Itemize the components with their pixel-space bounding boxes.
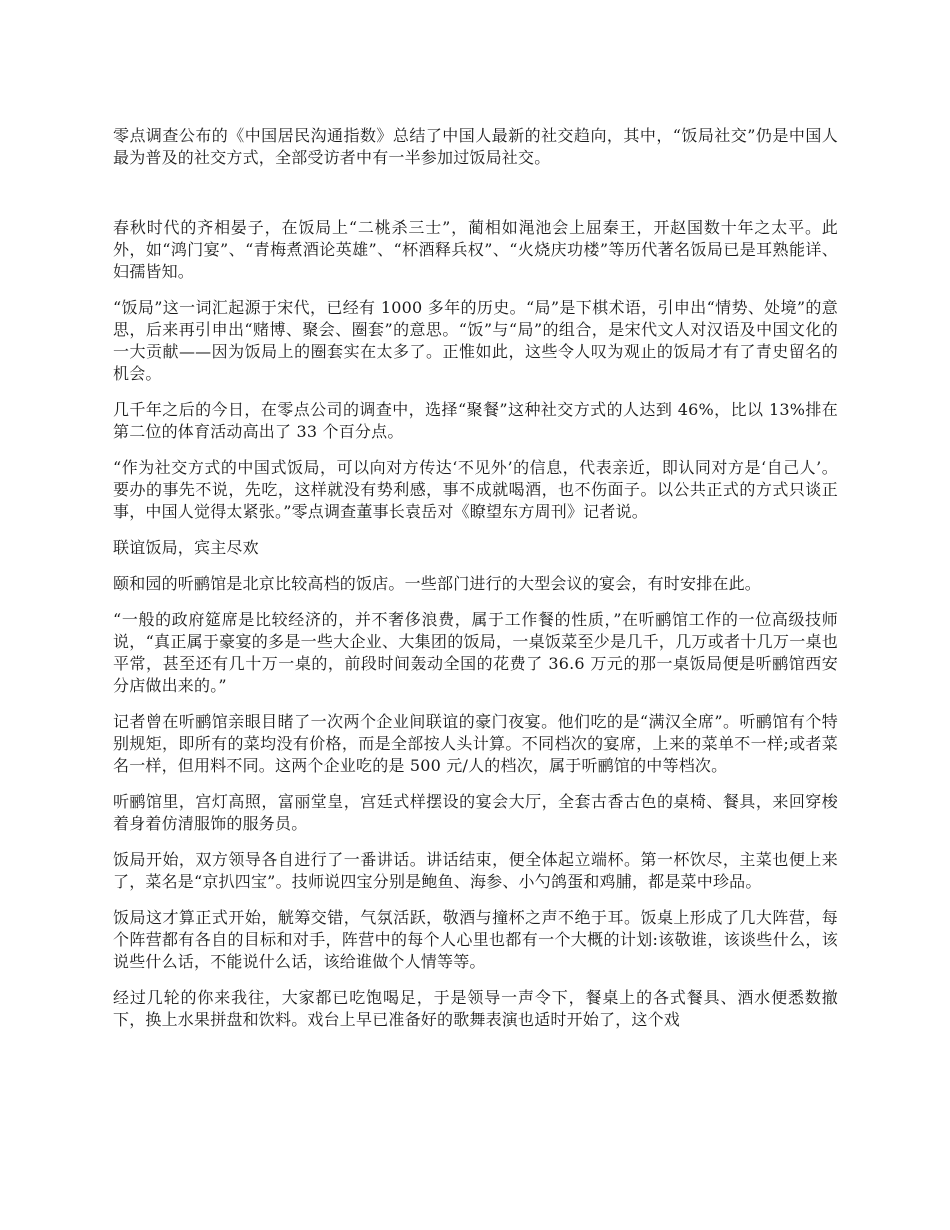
paragraph-performance: 经过几轮的你来我往，大家都已吃饱喝足，于是领导一声令下，餐桌上的各式餐具、酒水便悉数撤下，换上水果拼盘和饮料。戏台上早已准备好的歌舞表演也适时开始了，这个戏: [113, 988, 838, 1029]
paragraph-hall: 听鹂馆里，宫灯高照，富丽堂皇，宫廷式样摆设的宴会大厅，全套古香古色的桌椅、餐具，来回穿梭着身着仿清服饰的服务员。: [113, 792, 838, 833]
paragraph-origin: “饭局”这一词汇起源于宋代，已经有 1000 多年的历史。“局”是下棋术语，引申出“情势、处境”的意思，后来再引申出“赌博、聚会、圈套”的意思。“饭”与“局”的组合，是宋代文人对汉语及中国文化的一大贡献——因为饭局上的圈套实在太多了。正惟如此，这些令人叹为观止的饭局才有了青史留名的机会。: [113, 298, 838, 383]
document-body: [113, 125, 838, 1045]
paragraph-camps: 饭局这才算正式开始，觥筹交错，气氛活跃，敬酒与撞杯之声不绝于耳。饭桌上形成了几大阵营，每个阵营都有各自的目标和对手，阵营中的每个人心里也都有一个大概的计划:该敬谁，该谈些什么，该说些什么话，不能说什么话，该给谁做个人情等等。: [113, 908, 838, 971]
paragraph-banquet: 记者曾在听鹂馆亲眼目睹了一次两个企业间联谊的豪门夜宴。他们吃的是“满汉全席”。听鹂馆有个特别规矩，即所有的菜均没有价格，而是全部按人头计算。不同档次的宴席，上来的菜单不一样;或者菜名一样，但用料不同。这两个企业吃的是 500 元/人的档次，属于听鹂馆的中等档次。: [113, 712, 838, 775]
paragraph-history: 春秋时代的齐相晏子，在饭局上“二桃杀三士”，蔺相如渑池会上屈秦王，开赵国数十年之太平。此外，如“鸿门宴”、“青梅煮酒论英雄”、“杯酒释兵权”、“火烧庆功楼”等历代著名饭局已是耳熟能详、妇孺皆知。: [113, 218, 838, 281]
section-heading: 联谊饭局，宾主尽欢: [113, 538, 259, 557]
paragraph-quote: “作为社交方式的中国式饭局，可以向对方传达‘不见外’的信息，代表亲近，即认同对方是‘自己人’。要办的事先不说，先吃，这样就没有势利感，事不成就喝酒，也不伤面子。以公共正式的方式只谈正事，中国人觉得太紧张。”零点调查董事长袁岳对《瞭望东方周刊》记者说。: [113, 458, 838, 521]
paragraph-venue: 颐和园的听鹂馆是北京比较高档的饭店。一些部门进行的大型会议的宴会，有时安排在此。: [113, 574, 762, 593]
paragraph-survey: 几千年之后的今日，在零点公司的调查中，选择“聚餐”这种社交方式的人达到 46%，比以 13%排在第二位的体育活动高出了 33 个百分点。: [113, 400, 838, 441]
paragraph-intro: 零点调查公布的《中国居民沟通指数》总结了中国人最新的社交趋向，其中，“饭局社交”仍是中国人最为普及的社交方式，全部受访者中有一半参加过饭局社交。: [113, 126, 838, 167]
paragraph-toast: 饭局开始，双方领导各自进行了一番讲话。讲话结束，便全体起立端杯。第一杯饮尽，主菜也便上来了，菜名是“京扒四宝”。技师说四宝分别是鲍鱼、海参、小勺鸽蛋和鸡脯，都是菜中珍品。: [113, 850, 838, 891]
paragraph-technician-quote: “一般的政府筵席是比较经济的，并不奢侈浪费，属于工作餐的性质，”在听鹂馆工作的一位高级技师说，“真正属于豪宴的多是一些大企业、大集团的饭局，一桌饭菜至少是几千，几万或者十几万一桌也平常，甚至还有几十万一桌的，前段时间轰动全国的花费了 36.6 万元的那一桌饭局便是听鹂馆西安分店做出来的。”: [113, 610, 838, 695]
